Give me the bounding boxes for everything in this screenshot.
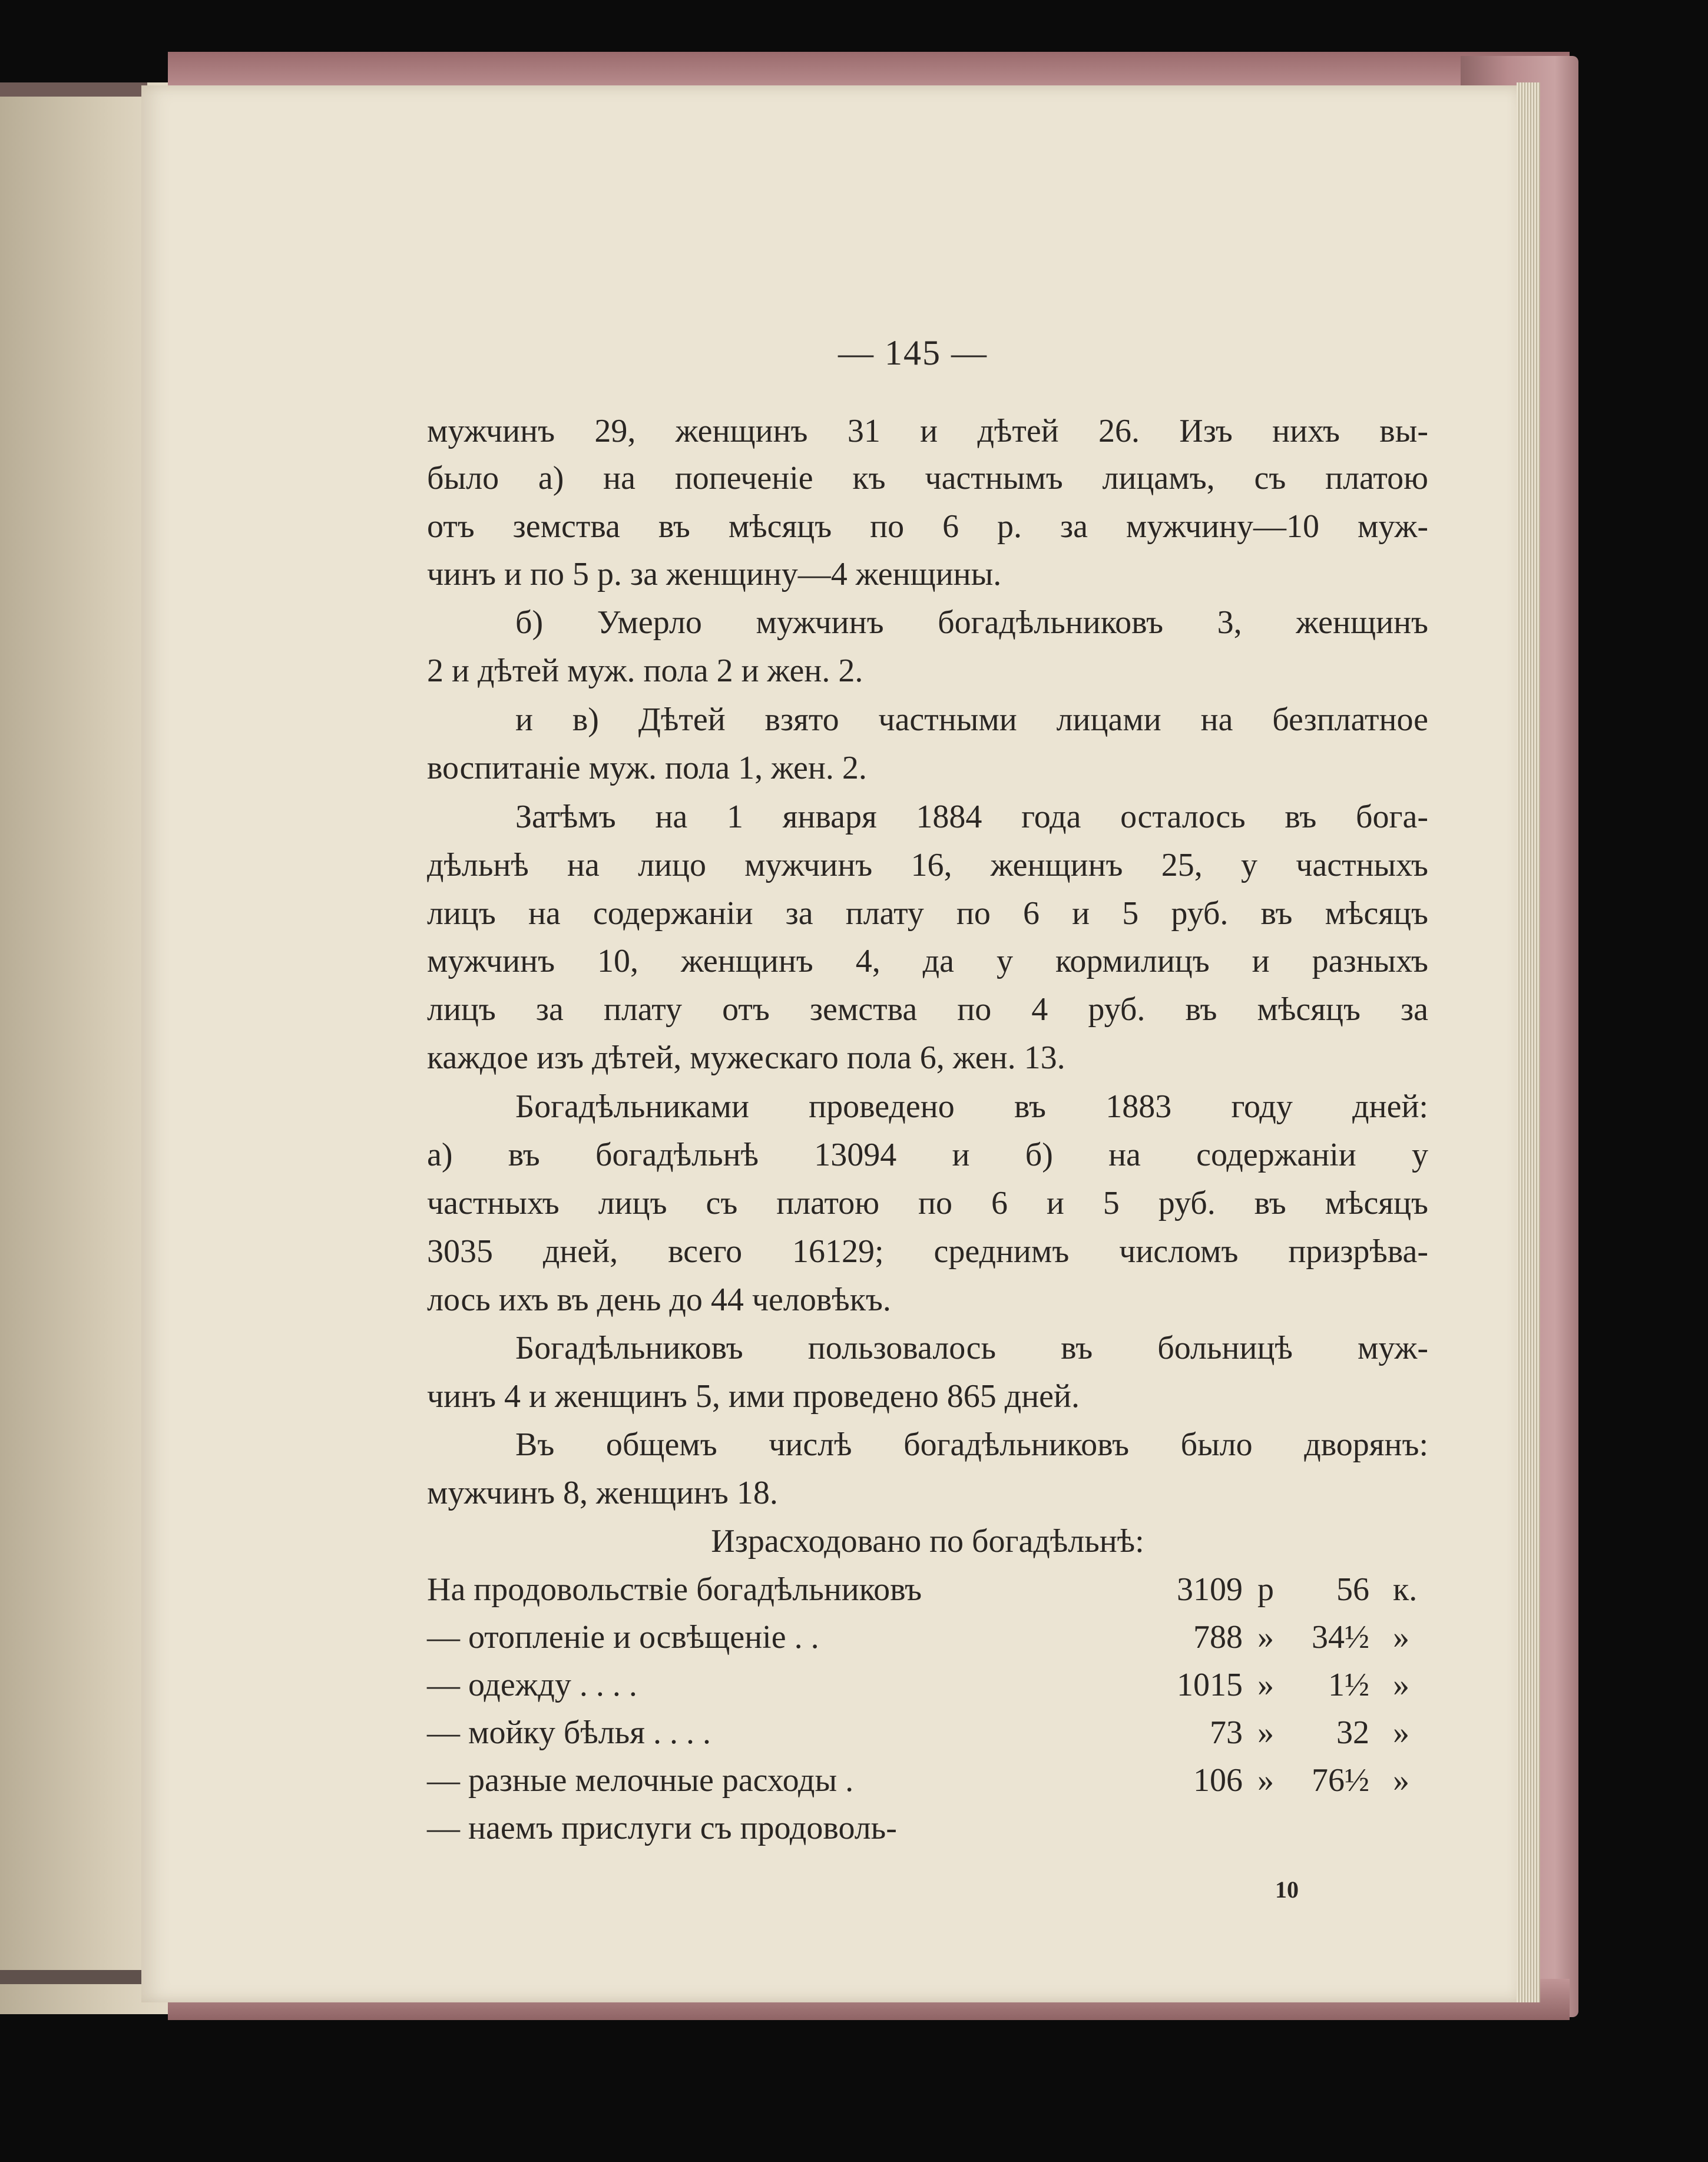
expense-row (427, 1666, 1428, 1704)
text-line-16: а) въ богадѣльнѣ 13094 и б) на содержаніи у (427, 1137, 1428, 1173)
expense-amount: 73 (1210, 1714, 1243, 1751)
expense-kopecks: 34½ (1312, 1619, 1369, 1656)
expense-amount: 788 (1193, 1619, 1243, 1656)
text-line-19: лось ихъ въ день до 44 человѣкъ. (427, 1282, 891, 1318)
expense-label: — мойку бѣлья . . . . (427, 1714, 711, 1751)
text-line-15: Богадѣльниками проведено въ 1883 году дней: (515, 1088, 1428, 1125)
text-line-2: было а) на попеченіе къ частнымъ лицамъ, съ платою (427, 460, 1428, 496)
text-line-8: воспитаніе муж. пола 1, жен. 2. (427, 750, 867, 786)
expense-label: — разные мелочные расходы . (427, 1762, 854, 1799)
text-line-9: Затѣмъ на 1 января 1884 года осталось въ бога- (515, 799, 1428, 835)
text-line-3: отъ земства въ мѣсяцъ по 6 р. за мужчину—10 муж- (427, 508, 1428, 545)
expense-amount: 1015 (1177, 1667, 1243, 1703)
printer-signature-mark: 10 (1275, 1876, 1299, 1903)
expense-row (427, 1809, 1428, 1847)
text-line-4: чинъ и по 5 р. за женщину—4 женщины. (427, 556, 1002, 592)
expense-unit: р (1257, 1571, 1274, 1608)
text-line-20: Богадѣльниковъ пользовалось въ больницѣ муж- (515, 1330, 1428, 1366)
expense-label: — наемъ прислуги съ продоволь- (427, 1810, 897, 1846)
expense-kopeck-unit: » (1393, 1762, 1409, 1799)
text-line-11: лицъ на содержаніи за плату по 6 и 5 руб. въ мѣсяцъ (427, 895, 1428, 932)
expense-amount: 3109 (1177, 1571, 1243, 1608)
text-line-18: 3035 дней, всего 16129; среднимъ числомъ призрѣва- (427, 1233, 1428, 1270)
text-line-14: каждое изъ дѣтей, мужескаго пола 6, жен. 13. (427, 1039, 1065, 1076)
expense-unit: » (1257, 1619, 1274, 1656)
text-line-21: чинъ 4 и женщинъ 5, ими проведено 865 дней. (427, 1378, 1080, 1415)
expense-unit: » (1257, 1667, 1274, 1703)
expense-kopecks: 76½ (1312, 1762, 1369, 1799)
expense-unit: » (1257, 1714, 1274, 1751)
text-line-22: Въ общемъ числѣ богадѣльниковъ было дворянъ: (515, 1426, 1428, 1463)
expense-label: — одежду . . . . (427, 1667, 637, 1703)
expense-unit: » (1257, 1762, 1274, 1799)
expense-kopeck-unit: » (1393, 1714, 1409, 1751)
text-line-6: 2 и дѣтей муж. пола 2 и жен. 2. (427, 653, 863, 689)
expense-kopecks: 1½ (1328, 1667, 1369, 1703)
expenses-heading: Израсходовано по богадѣльнѣ: (711, 1523, 1144, 1560)
expense-row (427, 1762, 1428, 1799)
text-line-10: дѣльнѣ на лицо мужчинъ 16, женщинъ 25, у частныхъ (427, 847, 1428, 883)
text-line-12: мужчинъ 10, женщинъ 4, да у кормилицъ и разныхъ (427, 943, 1428, 979)
expense-amount: 106 (1193, 1762, 1243, 1799)
text-line-13: лицъ за плату отъ земства по 4 руб. въ мѣсяцъ за (427, 991, 1428, 1028)
expense-label: На продовольствіе богадѣльниковъ (427, 1571, 922, 1608)
page-block-edges (1517, 82, 1540, 2002)
text-line-17: частныхъ лицъ съ платою по 6 и 5 руб. въ мѣсяцъ (427, 1185, 1428, 1221)
expense-row (427, 1714, 1428, 1752)
left-headband (0, 82, 147, 97)
expense-kopecks: 32 (1336, 1714, 1369, 1751)
text-line-1: мужчинъ 29, женщинъ 31 и дѣтей 26. Изъ нихъ вы- (427, 413, 1428, 449)
text-line-7: и в) Дѣтей взято частными лицами на безплатное (515, 701, 1428, 738)
right-page (141, 85, 1522, 2002)
expense-kopecks: 56 (1336, 1571, 1369, 1608)
expense-row (427, 1618, 1428, 1656)
text-line-5: б) Умерло мужчинъ богадѣльниковъ 3, женщинъ (515, 604, 1428, 641)
expense-row (427, 1571, 1428, 1608)
left-tailband (0, 1970, 147, 1984)
expense-kopeck-unit: к. (1393, 1571, 1418, 1608)
expense-kopeck-unit: » (1393, 1619, 1409, 1656)
expense-label: — отопленіе и освѣщеніе . . (427, 1619, 819, 1656)
expense-kopeck-unit: » (1393, 1667, 1409, 1703)
page-number: — 145 — (838, 333, 988, 372)
text-line-23: мужчинъ 8, женщинъ 18. (427, 1475, 778, 1511)
